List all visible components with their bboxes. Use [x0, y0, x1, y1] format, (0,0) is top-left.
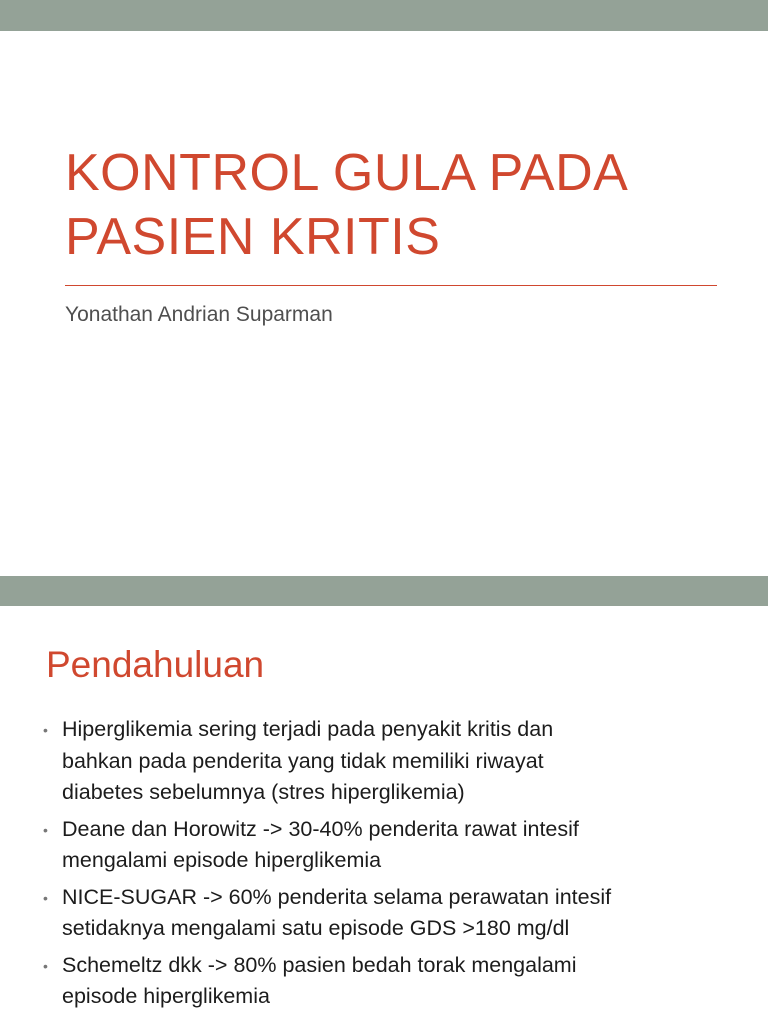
bullet-item [43, 950, 743, 1013]
slide-title-line: PASIEN KRITIS [65, 208, 441, 266]
bullet-line: Schemeltz dkk -> 80% pasien bedah torak mengalami [62, 952, 577, 977]
bullet-icon: • [43, 957, 48, 974]
bullet-line: Deane dan Horowitz -> 30-40% penderita rawat intesif [62, 816, 579, 841]
slide-header-bar [0, 576, 768, 606]
bullet-line: bahkan pada penderita yang tidak memiliki riwayat [62, 748, 544, 773]
bullet-icon: • [43, 889, 48, 906]
bullet-icon: • [43, 722, 48, 738]
bullet-line: setidaknya mengalami satu episode GDS >180 mg/dl [62, 916, 570, 940]
bullet-item [43, 882, 743, 945]
bullet-line: mengalami episode hiperglikemia [62, 848, 382, 872]
bullet-line: episode hiperglikemia [62, 984, 270, 1008]
bullet-line: NICE-SUGAR -> 60% penderita selama perawatan intesif [62, 884, 612, 909]
title-divider [65, 285, 717, 286]
bullet-icon: • [43, 821, 48, 838]
slide-header-bar [0, 0, 768, 31]
bullet-line: diabetes sebelumnya (stres hiperglikemia) [62, 780, 465, 804]
bullet-list [43, 714, 743, 1018]
slide-subtitle-author: Yonathan Andrian Suparman [65, 303, 333, 326]
bullet-line: Hiperglikemia sering terjadi pada penyakit kritis dan [62, 717, 554, 741]
bullet-item [43, 714, 743, 809]
slide-title-line: KONTROL GULA PADA [65, 144, 629, 202]
slide-title [65, 141, 725, 269]
bullet-item [43, 814, 743, 877]
content-slide-heading: Pendahuluan [46, 644, 265, 685]
